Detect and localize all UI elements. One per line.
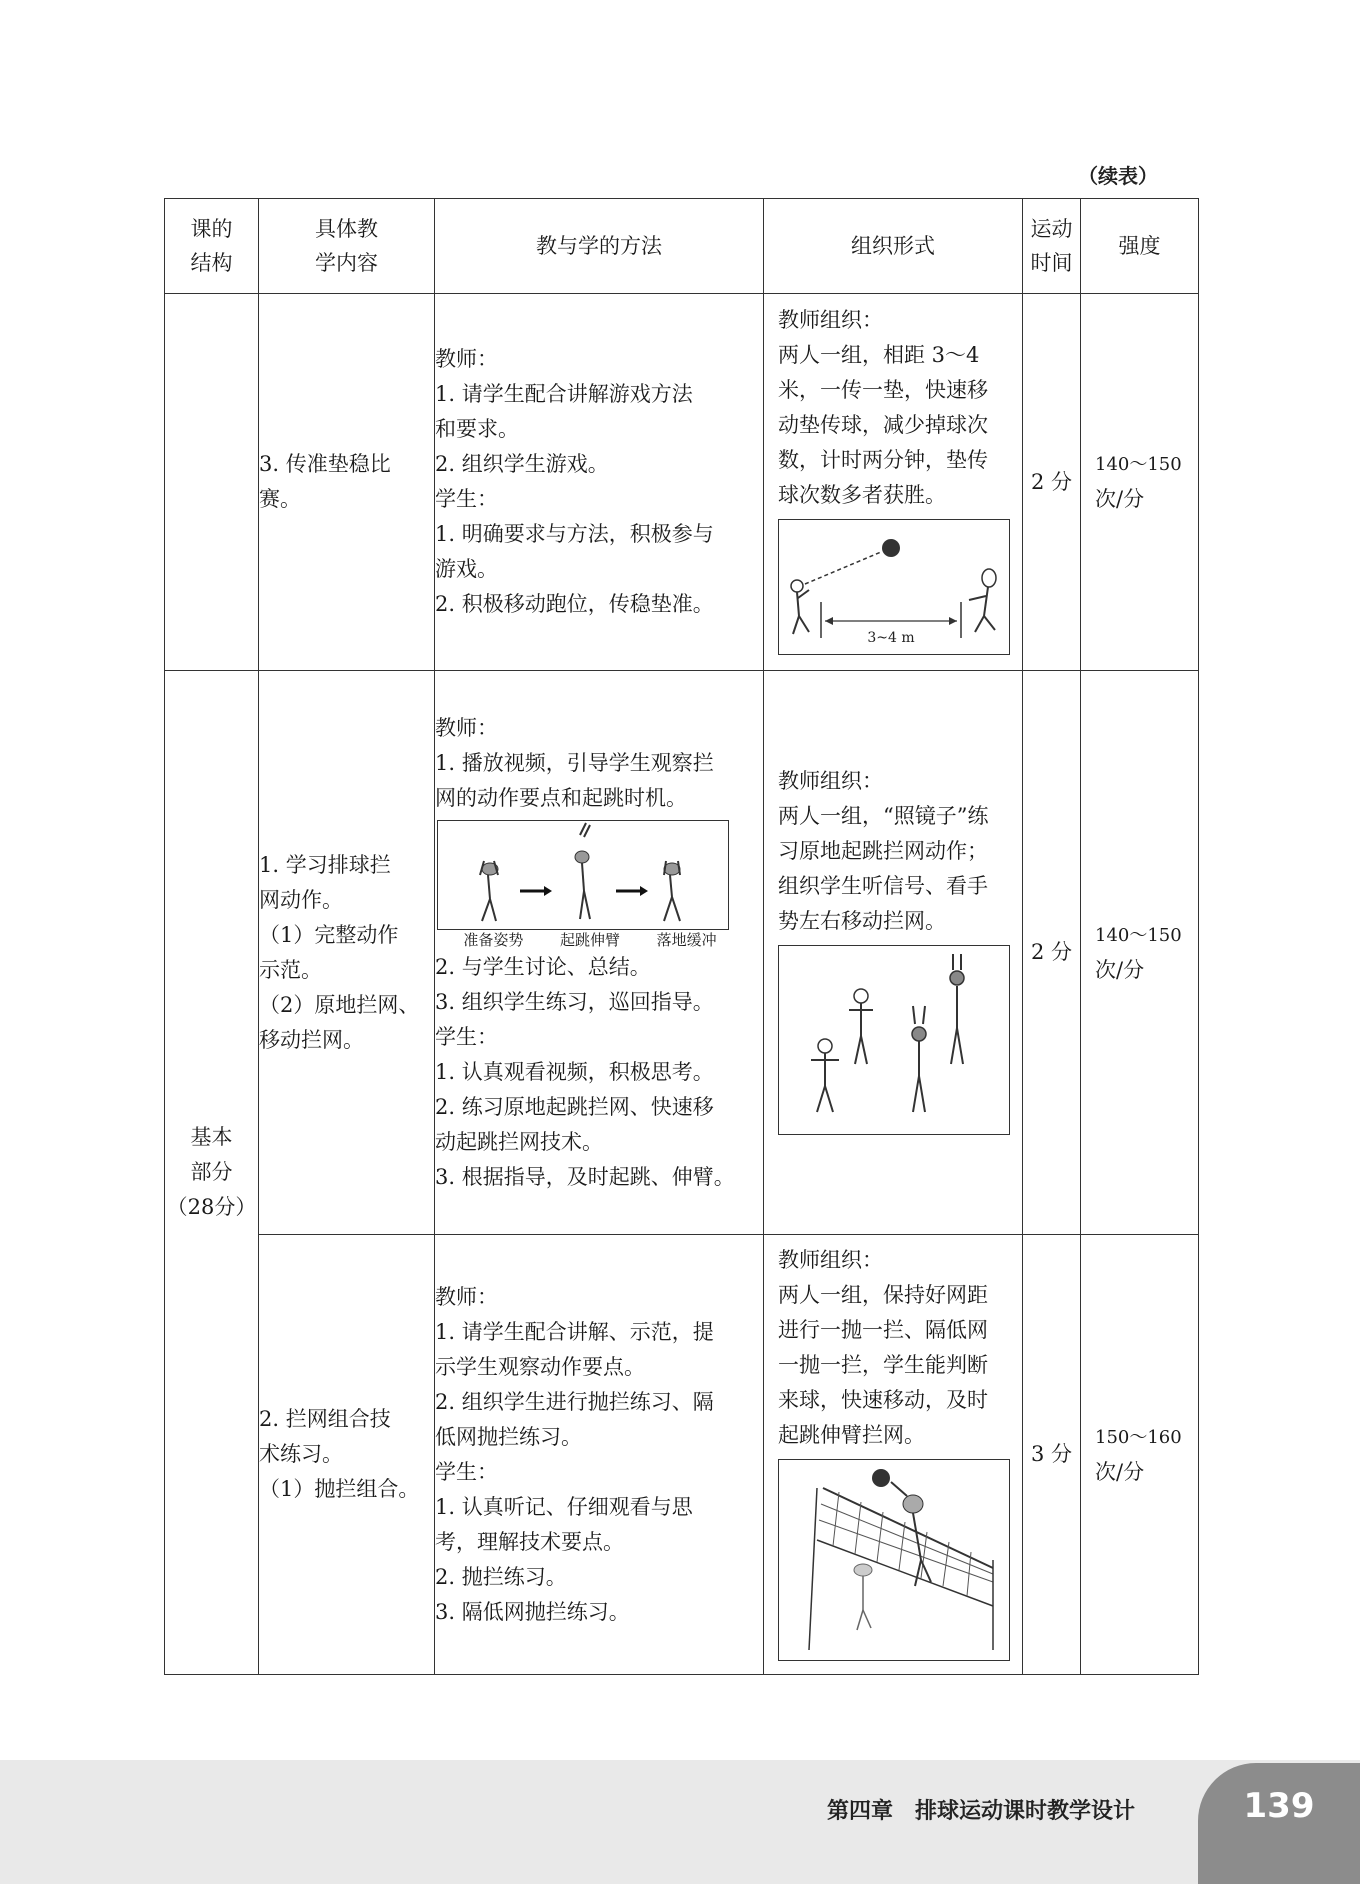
chapter-title: 第四章 排球运动课时教学设计 <box>826 1799 1135 1824</box>
table-row <box>165 294 1199 671</box>
content-cell: 1. 学习排球拦 网动作。 （1）完整动作 示范。 （2）原地拦网、 移动拦网。 <box>259 671 435 1235</box>
lesson-plan-table <box>164 198 1199 1675</box>
caption-jump-extend: 起跳伸臂 <box>559 930 620 949</box>
table-row <box>165 671 1199 1235</box>
time-cell: 2 分 <box>1023 294 1081 671</box>
distance-label: 3~4 m <box>867 630 915 646</box>
figure-captions <box>445 930 735 950</box>
table-header-row <box>165 199 1199 294</box>
header-content: 具体教 学内容 <box>259 199 435 294</box>
method-cell: 教师： 1. 播放视频，引导学生观察拦 网的动作要点和起跳时机。 准备姿势 起跳伸臂 落地缓冲 2. 与学生讨论、总结。 3. 组织学生练习，巡回指导。 学生： 1. 认真观看视频，积极思考。 2. 练习原地起跳拦网、快速移 动起跳拦网技术。 3. 根据指导，及时起跳、伸臂。 <box>435 671 764 1235</box>
header-time: 运动 时间 <box>1023 199 1081 294</box>
intensity-cell: 140～150 次/分 <box>1081 671 1199 1235</box>
header-structure: 课的 结构 <box>165 199 259 294</box>
organization-cell: 教师组织： 两人一组，相距 3～4 米，一传一垫，快速移 动垫传球，减少掉球次 数，计时两分钟，垫传 球次数多者获胜。 3~4 m <box>764 294 1023 671</box>
page-footer <box>0 1760 1360 1884</box>
mirror-block-diagram <box>778 945 1010 1135</box>
method-cell: 教师： 1. 请学生配合讲解游戏方法 和要求。 2. 组织学生游戏。 学生： 1. 明确要求与方法，积极参与 游戏。 2. 积极移动跑位，传稳垫准。 <box>435 294 764 671</box>
header-intensity: 强度 <box>1081 199 1199 294</box>
caption-landing-cushion: 落地缓冲 <box>656 930 717 949</box>
structure-cell-empty <box>165 294 259 671</box>
intensity-cell: 150～160 次/分 <box>1081 1235 1199 1675</box>
intensity-cell: 140～150 次/分 <box>1081 294 1199 671</box>
header-organization: 组织形式 <box>764 199 1023 294</box>
pass-dig-diagram <box>778 519 1010 655</box>
content-cell: 3. 传准垫稳比 赛。 <box>259 294 435 671</box>
block-sequence-diagram <box>437 820 729 930</box>
header-method: 教与学的方法 <box>435 199 764 294</box>
table-row <box>165 1235 1199 1675</box>
continued-label: （续表） <box>1078 164 1158 188</box>
toss-block-net-diagram <box>778 1459 1010 1661</box>
content-cell: 2. 拦网组合技 术练习。 （1）抛拦组合。 <box>259 1235 435 1675</box>
method-cell: 教师： 1. 请学生配合讲解、示范，提 示学生观察动作要点。 2. 组织学生进行抛拦练习、隔 低网抛拦练习。 学生： 1. 认真听记、仔细观看与思 考，理解技术要点。 2. 抛拦练习。 3. 隔低网抛拦练习。 <box>435 1235 764 1675</box>
caption-ready-stance: 准备姿势 <box>463 930 524 949</box>
organization-cell: 教师组织： 两人一组，保持好网距 进行一抛一拦、隔低网 一抛一拦，学生能判断 来球，快速移动，及时 起跳伸臂拦网。 <box>764 1235 1023 1675</box>
organization-cell: 教师组织： 两人一组，“照镜子”练 习原地起跳拦网动作； 组织学生听信号、看手 势左右移动拦网。 <box>764 671 1023 1235</box>
time-cell: 2 分 <box>1023 671 1081 1235</box>
time-cell: 3 分 <box>1023 1235 1081 1675</box>
section-label-cell: 基本 部分 （28分） <box>165 671 259 1675</box>
page-number: 139 <box>1243 1786 1315 1826</box>
